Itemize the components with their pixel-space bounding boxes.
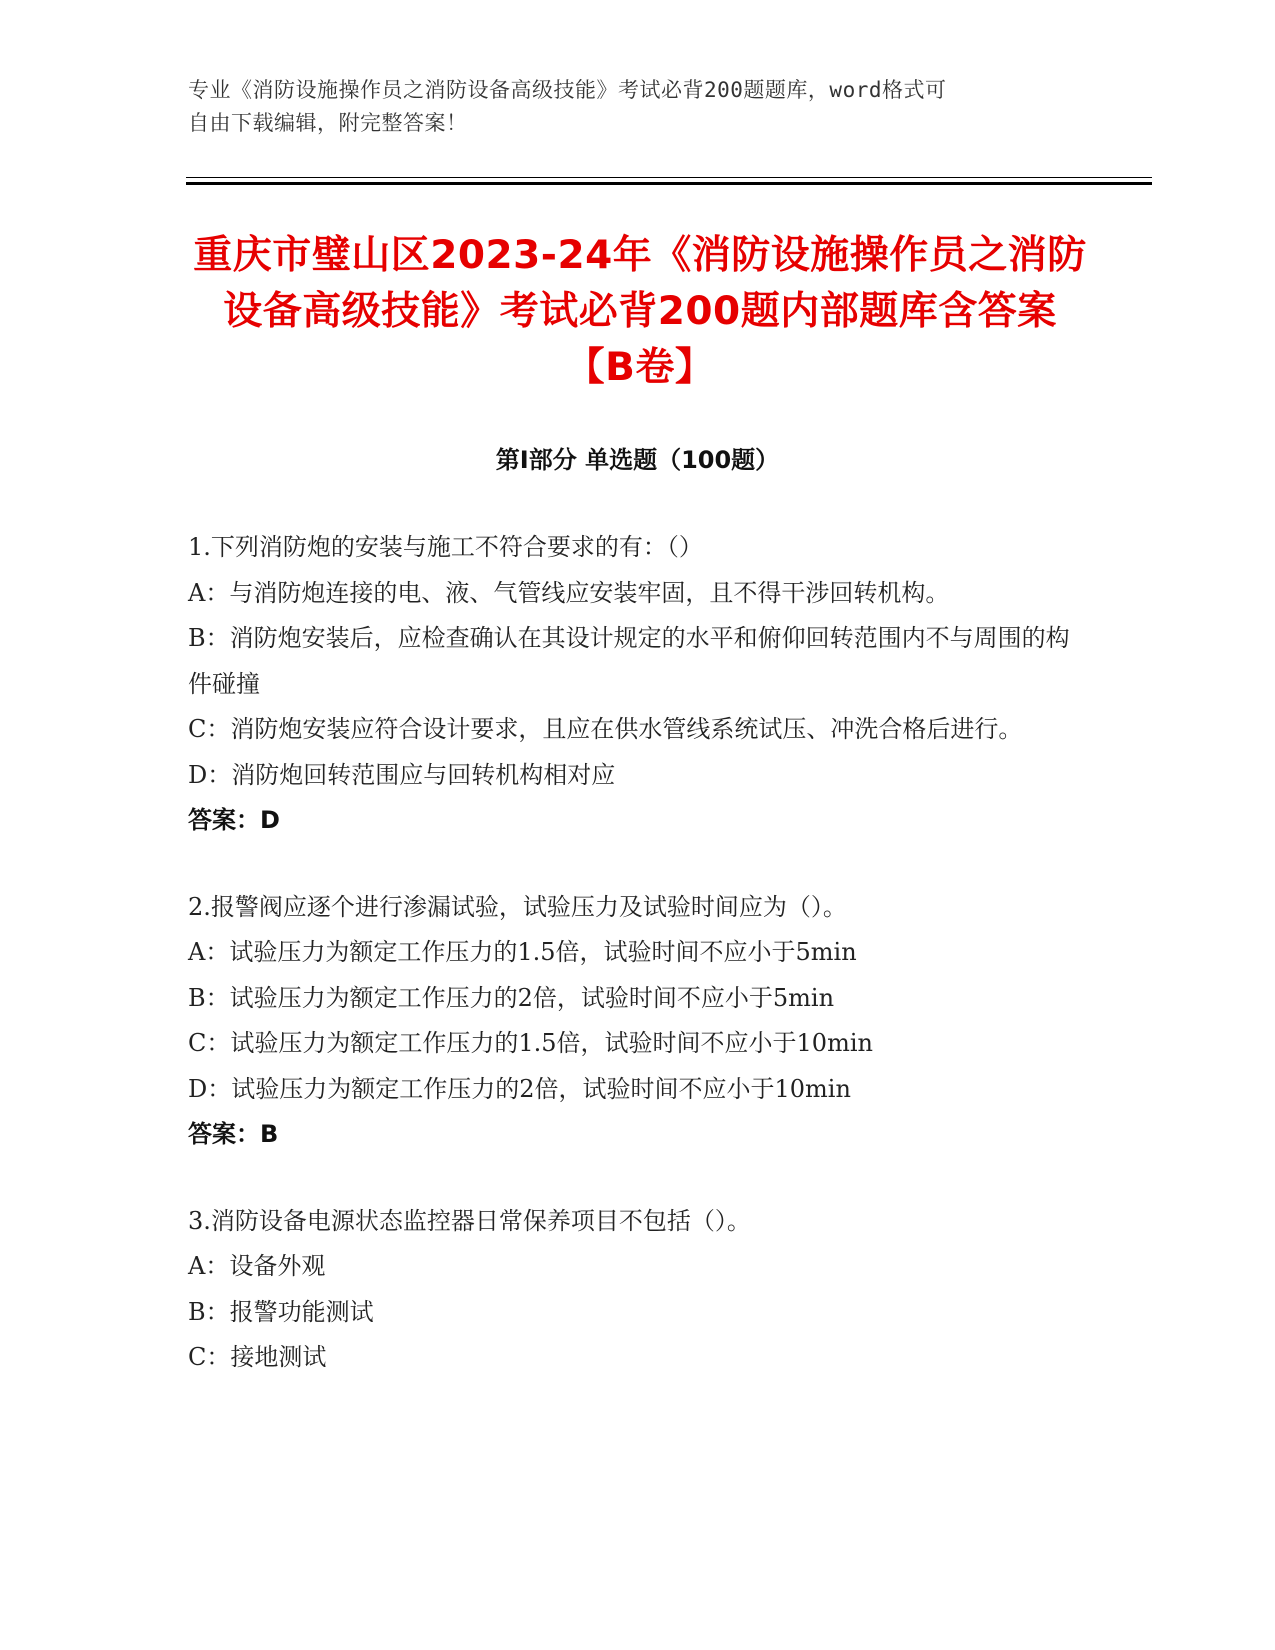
option-c: C：接地测试: [188, 1343, 327, 1371]
option-c: C：消防炮安装应符合设计要求，且应在供水管线系统试压、冲洗合格后进行。: [188, 715, 1023, 743]
header-divider-thin: [186, 177, 1152, 178]
option-b: B：报警功能测试: [188, 1297, 374, 1326]
header-note-line: 自由下载编辑，附完整答案！: [188, 111, 468, 135]
header-divider-thick: [186, 182, 1152, 185]
option-c: C：试验压力为额定工作压力的1.5倍，试验时间不应小于10min: [188, 1029, 873, 1057]
option-d: D：试验压力为额定工作压力的2倍，试验时间不应小于10min: [188, 1074, 851, 1103]
header-note-line: 专业《消防设施操作员之消防设备高级技能》考试必背200题题库，word格式可: [188, 78, 947, 102]
section-heading: 第Ⅰ部分 单选题（100题）: [495, 446, 780, 474]
option-a: A：试验压力为额定工作压力的1.5倍，试验时间不应小于5min: [188, 938, 857, 966]
answer-label: 答案：B: [188, 1120, 279, 1148]
option-a: A：设备外观: [188, 1252, 326, 1280]
question-3: [188, 1199, 1088, 1381]
document-title: 重庆市璧山区2023-24年《消防设施操作员之消防设备高级技能》考试必背200题内部题库含答案【B卷】: [193, 233, 1087, 390]
question-1: [188, 525, 1088, 844]
option-a: A：与消防炮连接的电、液、气管线应安装牢固，且不得干涉回转机构。: [188, 578, 950, 607]
option-b: B：试验压力为额定工作压力的2倍，试验时间不应小于5min: [188, 983, 835, 1012]
option-b: B：消防炮安装后，应检查确认在其设计规定的水平和俯仰回转范围内不与周围的构件碰撞: [188, 624, 1070, 698]
option-d: D：消防炮回转范围应与回转机构相对应: [188, 760, 616, 789]
question-stem: 3.消防设备电源状态监控器日常保养项目不包括（）。: [188, 1206, 751, 1235]
question-stem: 2.报警阀应逐个进行渗漏试验，试验压力及试验时间应为（）。: [188, 892, 847, 921]
question-list: [188, 525, 1088, 1422]
answer-label: 答案：D: [188, 806, 280, 834]
question-2: [188, 885, 1088, 1158]
question-stem: 1.下列消防炮的安装与施工不符合要求的有：（）: [188, 533, 703, 561]
header-note: [188, 74, 1088, 140]
